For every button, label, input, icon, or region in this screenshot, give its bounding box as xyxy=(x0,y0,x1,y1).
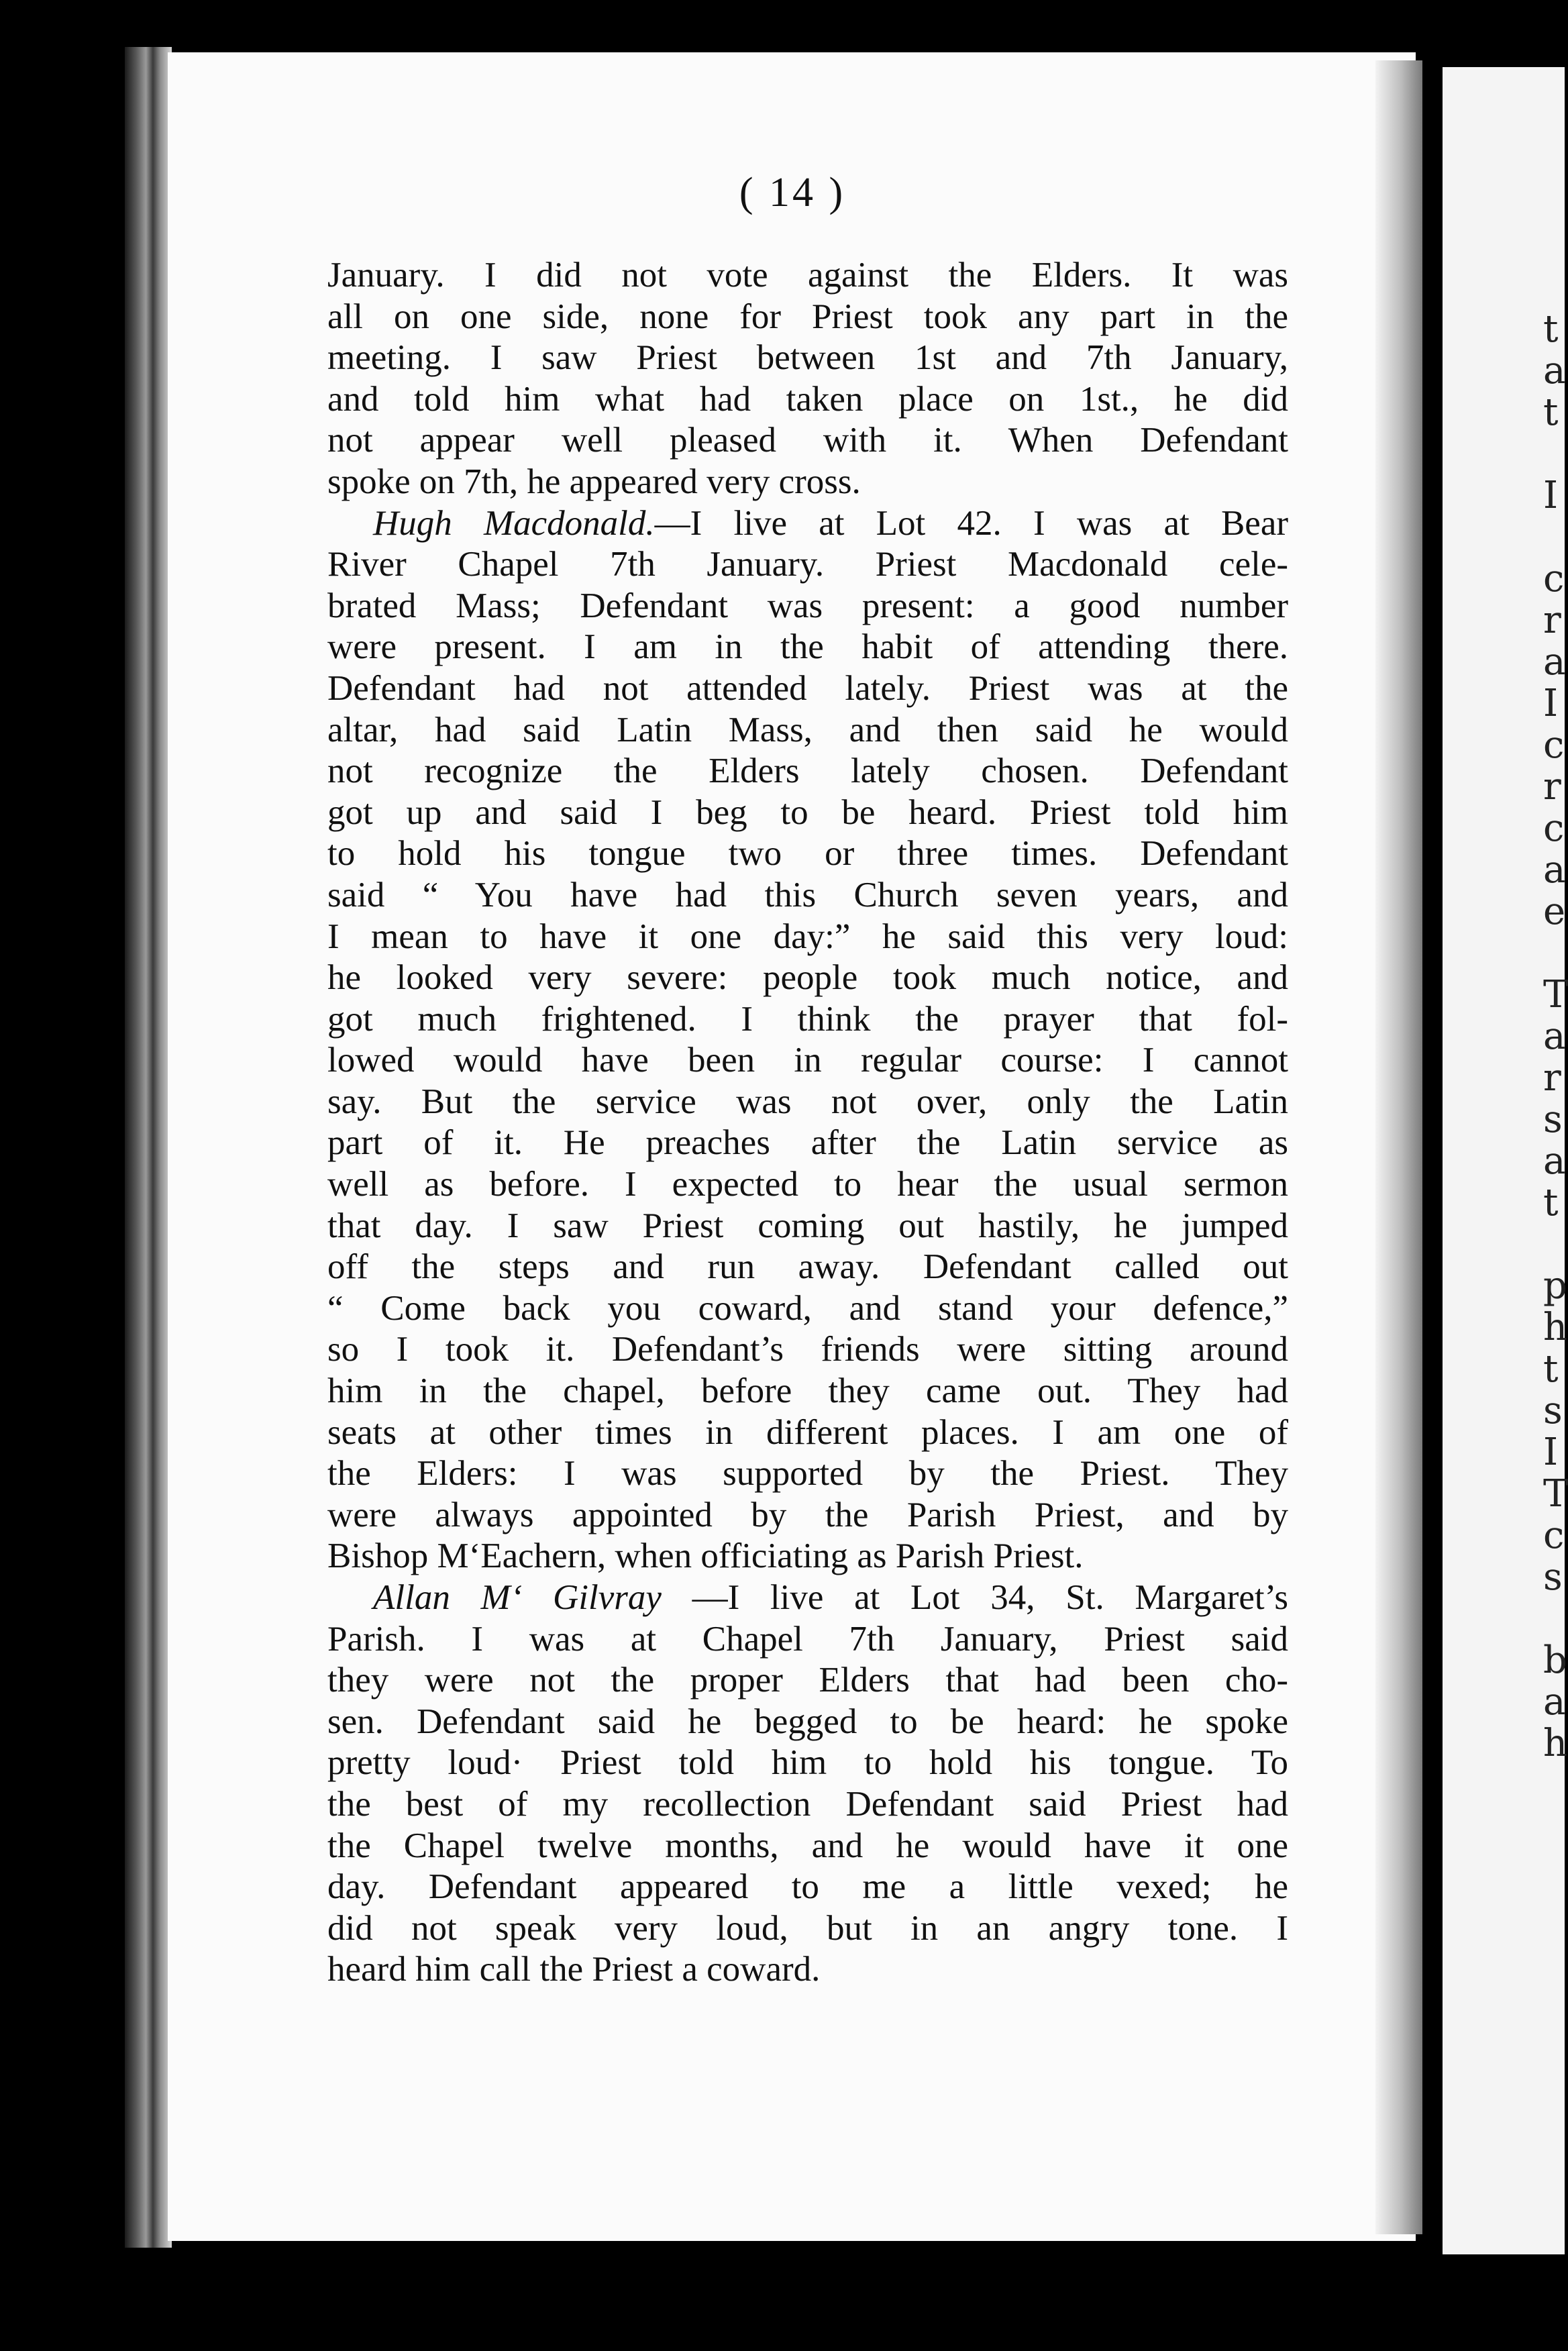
facing-page-letter: t xyxy=(1543,390,1559,434)
line-text: Parish. I was at Chapel 7th January, Priest said xyxy=(327,1619,1288,1659)
line-text: not appear well pleased with it. When Defendant xyxy=(327,421,1288,460)
text-line xyxy=(327,917,1288,958)
line-text: River Chapel 7th January. Priest Macdonald cele- xyxy=(327,545,1288,584)
facing-page-letter: s xyxy=(1543,1555,1563,1599)
facing-page-letter: c xyxy=(1543,1514,1565,1557)
line-text: off the steps and run away. Defendant called out xyxy=(327,1247,1288,1287)
text-line xyxy=(327,503,1288,545)
facing-page-letter: r xyxy=(1543,1056,1561,1100)
line-text: heard him call the Priest a coward. xyxy=(327,1950,821,1989)
facing-page-letter: s xyxy=(1543,1389,1563,1432)
line-text: that day. I saw Priest coming out hastily, he jumped xyxy=(327,1206,1288,1245)
line-text: say. But the service was not over, only the Latin xyxy=(327,1082,1288,1121)
facing-page-letter: a xyxy=(1543,1139,1566,1183)
facing-page-letter: a xyxy=(1543,848,1566,892)
facing-page-letter: t xyxy=(1543,307,1559,351)
text-line xyxy=(327,1371,1288,1412)
line-text: well as before. I expected to hear the usual sermon xyxy=(327,1165,1288,1204)
facing-page-letter: a xyxy=(1543,349,1566,393)
line-text: Defendant had not attended lately. Priest was at the xyxy=(327,668,1288,708)
text-line xyxy=(327,586,1288,627)
text-line xyxy=(327,833,1288,875)
line-text: the Chapel twelve months, and he would have it one xyxy=(327,1826,1288,1865)
text-line xyxy=(327,1536,1288,1577)
text-line xyxy=(327,1619,1288,1661)
facing-page-letter: t xyxy=(1543,1181,1559,1224)
facing-page-letter xyxy=(1543,1224,1565,1265)
facing-page-letter xyxy=(1543,517,1565,558)
facing-page-letter: s xyxy=(1543,1098,1563,1141)
text-line xyxy=(327,297,1288,338)
line-text: seats at other times in different places. I am one of xyxy=(327,1412,1288,1452)
text-line xyxy=(327,1577,1288,1619)
facing-page-letter: b xyxy=(1543,1638,1567,1682)
text-line xyxy=(327,1784,1288,1826)
text-line xyxy=(327,1826,1288,1867)
line-text: —I live at Lot 42. I was at Bear xyxy=(654,503,1288,543)
line-text: “ Come back you coward, and stand your defence,” xyxy=(327,1288,1288,1328)
facing-page-letter: I xyxy=(1543,682,1559,725)
text-line xyxy=(327,1453,1288,1495)
line-text: day. Defendant appeared to me a little vexed; he xyxy=(327,1867,1288,1907)
facing-page-letter: h xyxy=(1543,1722,1568,1765)
line-text: —I live at Lot 34, St. Margaret’s xyxy=(661,1578,1288,1617)
line-text: the best of my recollection Defendant said Priest had xyxy=(327,1784,1288,1824)
line-text: part of it. He preaches after the Latin service as xyxy=(327,1123,1288,1163)
facing-page-letter: r xyxy=(1543,598,1561,642)
text-line xyxy=(327,1122,1288,1164)
text-line xyxy=(327,255,1288,297)
facing-page-letter: r xyxy=(1543,765,1561,808)
witness-name: Allan M‘ Gilvray xyxy=(373,1578,662,1617)
facing-page-letter: a xyxy=(1543,1680,1566,1724)
text-line xyxy=(327,1329,1288,1371)
text-line xyxy=(327,1288,1288,1330)
line-text: they were not the proper Elders that had been cho- xyxy=(327,1661,1288,1700)
facing-page-letter: T xyxy=(1543,973,1568,1016)
page-body-text xyxy=(327,255,1288,1991)
line-text: did not speak very loud, but in an angry tone. I xyxy=(327,1908,1288,1948)
line-text: said “ You have had this Church seven years, and xyxy=(327,875,1288,915)
line-text: not recognize the Elders lately chosen. Defendant xyxy=(327,751,1288,791)
line-text: pretty loud· Priest told him to hold his tongue. To xyxy=(327,1743,1288,1783)
text-line xyxy=(327,710,1288,751)
line-text: sen. Defendant said he begged to be heard: he spoke xyxy=(327,1702,1288,1741)
text-line xyxy=(327,1867,1288,1908)
facing-page-letter: p xyxy=(1543,1264,1567,1308)
witness-name: Hugh Macdonald. xyxy=(373,503,655,543)
line-text: were always appointed by the Parish Priest, and by xyxy=(327,1495,1288,1534)
facing-page-letter xyxy=(1543,933,1565,974)
facing-page-letter xyxy=(1543,433,1565,475)
facing-page-letter: c xyxy=(1543,806,1565,850)
text-line xyxy=(327,1247,1288,1288)
text-line xyxy=(327,462,1288,503)
text-line xyxy=(327,1206,1288,1247)
book-binding-edge xyxy=(125,47,172,2248)
text-line xyxy=(327,420,1288,462)
text-line xyxy=(327,1412,1288,1454)
line-text: January. I did not vote against the Elders. It was xyxy=(327,256,1288,295)
facing-page-fragments xyxy=(1543,307,1568,1765)
text-line xyxy=(327,379,1288,421)
line-text: he looked very severe: people took much notice, and xyxy=(327,958,1288,998)
facing-page-letter: I xyxy=(1543,474,1559,517)
facing-page-letter: I xyxy=(1543,1430,1559,1474)
line-text: spoke on 7th, he appeared very cross. xyxy=(327,462,861,501)
line-text: I mean to have it one day:” he said this very loud: xyxy=(327,917,1288,956)
text-line xyxy=(327,1742,1288,1784)
facing-page-letter xyxy=(1543,1598,1565,1640)
facing-page-letter: e xyxy=(1543,890,1566,933)
text-line xyxy=(327,337,1288,379)
line-text: got much frightened. I think the prayer that fol- xyxy=(327,999,1288,1039)
line-text: and told him what had taken place on 1st., he did xyxy=(327,379,1288,419)
text-line xyxy=(327,999,1288,1041)
text-line xyxy=(327,1660,1288,1702)
text-line xyxy=(327,751,1288,792)
text-line xyxy=(327,875,1288,917)
facing-page-letter: a xyxy=(1543,1014,1566,1058)
line-text: the Elders: I was supported by the Priest. They xyxy=(327,1454,1288,1494)
line-text: all on one side, none for Priest took any part in the xyxy=(327,297,1288,336)
text-line xyxy=(327,627,1288,668)
line-text: were present. I am in the habit of attending there. xyxy=(327,627,1288,667)
text-line xyxy=(327,792,1288,834)
line-text: him in the chapel, before they came out. They had xyxy=(327,1371,1288,1411)
text-line xyxy=(327,1908,1288,1950)
facing-page-letter: t xyxy=(1543,1347,1559,1391)
line-text: to hold his tongue two or three times. Defendant xyxy=(327,834,1288,874)
facing-page-letter: c xyxy=(1543,723,1565,767)
text-line xyxy=(327,1702,1288,1743)
text-line xyxy=(327,668,1288,710)
facing-page-letter: c xyxy=(1543,557,1565,600)
line-text: altar, had said Latin Mass, and then said he would xyxy=(327,710,1288,749)
line-text: meeting. I saw Priest between 1st and 7th January, xyxy=(327,338,1288,378)
line-text: lowed would have been in regular course: I cannot xyxy=(327,1041,1288,1080)
text-line xyxy=(327,544,1288,586)
text-line xyxy=(327,1040,1288,1082)
facing-page-letter: T xyxy=(1543,1472,1568,1516)
facing-page-letter: h xyxy=(1543,1306,1568,1349)
facing-page-letter: a xyxy=(1543,640,1566,684)
text-line xyxy=(327,957,1288,999)
line-text: got up and said I beg to be heard. Priest told him xyxy=(327,792,1288,832)
page-number: ( 14 ) xyxy=(739,170,846,215)
line-text: so I took it. Defendant’s friends were sitting around xyxy=(327,1330,1288,1369)
line-text: Bishop M‘Eachern, when officiating as Parish Priest. xyxy=(327,1536,1084,1576)
page-gutter-shadow xyxy=(1375,60,1422,2234)
text-line xyxy=(327,1082,1288,1123)
text-line xyxy=(327,1495,1288,1536)
line-text: brated Mass; Defendant was present: a good number xyxy=(327,586,1288,625)
text-line xyxy=(327,1949,1288,1991)
text-line xyxy=(327,1164,1288,1206)
